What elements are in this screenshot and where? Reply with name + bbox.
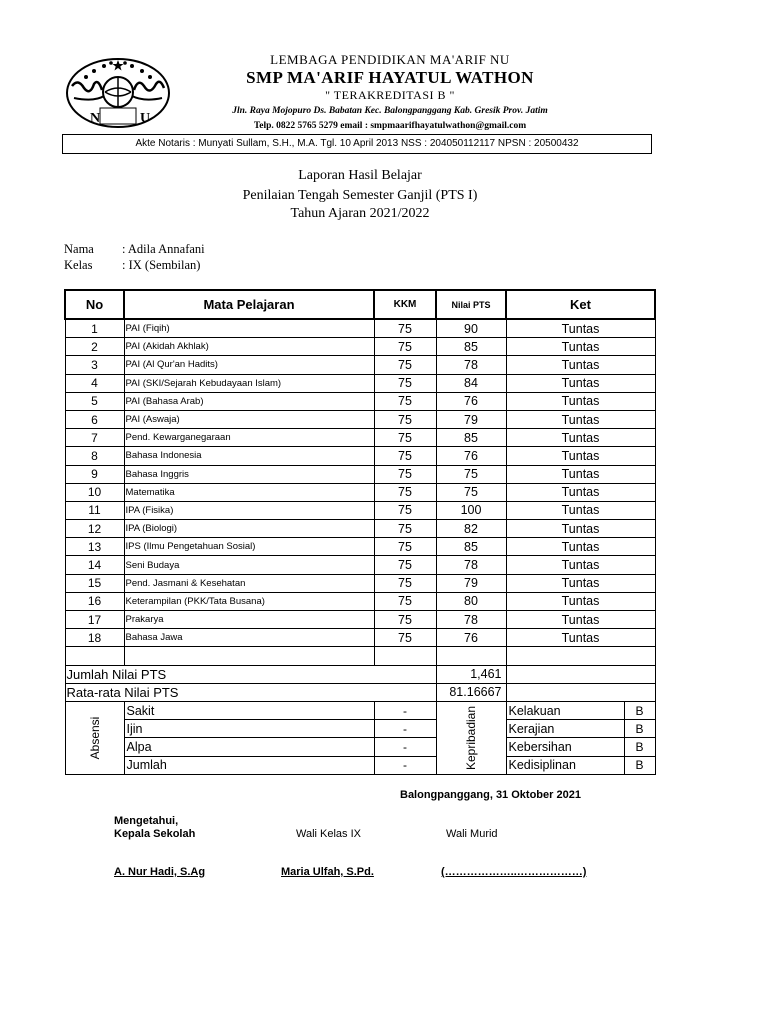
- total-label: Jumlah Nilai PTS: [65, 665, 436, 683]
- total-row: [65, 665, 655, 683]
- table-row: [65, 356, 655, 374]
- average-value: 81.16667: [436, 683, 506, 701]
- table-row: [65, 611, 655, 629]
- school-logo: [64, 56, 172, 130]
- row-no: 18: [65, 629, 124, 647]
- row-ket: Tuntas: [506, 538, 655, 556]
- row-subject: PAI (SKI/Sejarah Kebudayaan Islam): [124, 374, 374, 392]
- kepribadian-label: Kelakuan: [506, 701, 624, 719]
- row-ket: Tuntas: [506, 629, 655, 647]
- row-no: 14: [65, 556, 124, 574]
- row-subject: IPA (Fisika): [124, 501, 374, 519]
- row-score: 85: [436, 538, 506, 556]
- row-kkm: 75: [374, 483, 436, 501]
- row-kkm: 75: [374, 356, 436, 374]
- row-score: 79: [436, 574, 506, 592]
- header-ket: Ket: [506, 290, 655, 319]
- row-subject: Matematika: [124, 483, 374, 501]
- row-subject: PAI (Bahasa Arab): [124, 392, 374, 410]
- row-ket: Tuntas: [506, 592, 655, 610]
- row-no: 10: [65, 483, 124, 501]
- row-no: 11: [65, 501, 124, 519]
- table-row: [65, 410, 655, 428]
- row-subject: PAI (Al Qur'an Hadits): [124, 356, 374, 374]
- logo-letter-n: N: [90, 111, 101, 126]
- row-kkm: 75: [374, 556, 436, 574]
- attendance-row-4: [65, 756, 655, 774]
- table-row: [65, 574, 655, 592]
- row-ket: Tuntas: [506, 410, 655, 428]
- row-no: 13: [65, 538, 124, 556]
- row-score: 76: [436, 392, 506, 410]
- school-contact: Telp. 0822 5765 5279 email : smpmaarifhayatulwathon@gmail.com: [253, 121, 527, 131]
- row-subject: Keterampilan (PKK/Tata Busana): [124, 592, 374, 610]
- school-name: SMP MA'ARIF HAYATUL WATHON: [246, 68, 534, 87]
- student-class-line: [64, 258, 200, 273]
- row-score: 76: [436, 629, 506, 647]
- row-subject: IPS (Ilmu Pengetahuan Sosial): [124, 538, 374, 556]
- row-kkm: 75: [374, 592, 436, 610]
- average-row: [65, 683, 655, 701]
- table-row: [65, 629, 655, 647]
- attendance-row-2: [65, 720, 655, 738]
- row-score: 76: [436, 447, 506, 465]
- table-row: [65, 374, 655, 392]
- row-kkm: 75: [374, 520, 436, 538]
- kepribadian-value: B: [624, 701, 655, 719]
- institution-name: LEMBAGA PENDIDIKAN MA'ARIF NU: [270, 52, 510, 67]
- row-no: 8: [65, 447, 124, 465]
- table-row: [65, 338, 655, 356]
- grades-table: [64, 289, 654, 775]
- row-subject: IPA (Biologi): [124, 520, 374, 538]
- row-ket: Tuntas: [506, 574, 655, 592]
- row-kkm: 75: [374, 429, 436, 447]
- table-row: [65, 429, 655, 447]
- name-value: : Adila Annafani: [122, 242, 205, 256]
- row-no: 17: [65, 611, 124, 629]
- row-ket: Tuntas: [506, 319, 655, 338]
- row-score: 100: [436, 501, 506, 519]
- absensi-heading: Absensi: [65, 701, 124, 774]
- row-kkm: 75: [374, 338, 436, 356]
- row-kkm: 75: [374, 410, 436, 428]
- table-row: [65, 520, 655, 538]
- akte-notaris: Akte Notaris : Munyati Sullam, S.H., M.A. Tgl. 10 April 2013 NSS : 204050112117 NPSN : 20500432: [62, 134, 652, 154]
- row-kkm: 75: [374, 374, 436, 392]
- report-subtitle: Penilaian Tengah Semester Ganjil (PTS I): [242, 188, 478, 203]
- row-no: 2: [65, 338, 124, 356]
- row-no: 9: [65, 465, 124, 483]
- row-no: 1: [65, 319, 124, 338]
- row-score: 82: [436, 520, 506, 538]
- row-no: 6: [65, 410, 124, 428]
- row-score: 84: [436, 374, 506, 392]
- teacher-name: Maria Ulfah, S.Pd.: [281, 866, 374, 878]
- attendance-row-3: [65, 738, 655, 756]
- parent-title: Wali Murid: [446, 828, 498, 840]
- row-kkm: 75: [374, 465, 436, 483]
- row-score: 75: [436, 465, 506, 483]
- row-no: 4: [65, 374, 124, 392]
- class-value: : IX (Sembilan): [122, 258, 201, 272]
- absensi-label: Jumlah: [124, 756, 374, 774]
- table-row: [65, 592, 655, 610]
- row-no: 5: [65, 392, 124, 410]
- table-row: [65, 483, 655, 501]
- row-kkm: 75: [374, 611, 436, 629]
- parent-name: (………………..………………): [441, 866, 587, 878]
- empty-row: [65, 647, 655, 665]
- known-label: Mengetahui,: [114, 815, 179, 827]
- table-header-row: [65, 290, 655, 319]
- row-score: 79: [436, 410, 506, 428]
- row-ket: Tuntas: [506, 556, 655, 574]
- row-score: 75: [436, 483, 506, 501]
- head-name: A. Nur Hadi, S.Ag: [114, 866, 206, 878]
- kepribadian-label: Kedisiplinan: [506, 756, 624, 774]
- absensi-label: Alpa: [124, 738, 374, 756]
- row-score: 78: [436, 611, 506, 629]
- row-subject: Pend. Jasmani & Kesehatan: [124, 574, 374, 592]
- row-score: 90: [436, 319, 506, 338]
- kepribadian-label: Kerajian: [506, 720, 624, 738]
- row-score: 78: [436, 356, 506, 374]
- row-ket: Tuntas: [506, 447, 655, 465]
- row-subject: PAI (Akidah Akhlak): [124, 338, 374, 356]
- total-value: 1,461: [436, 665, 506, 683]
- row-ket: Tuntas: [506, 356, 655, 374]
- table-row: [65, 465, 655, 483]
- row-ket: Tuntas: [506, 429, 655, 447]
- table-row: [65, 501, 655, 519]
- row-no: 12: [65, 520, 124, 538]
- header-no: No: [65, 290, 124, 319]
- kepribadian-value: B: [624, 756, 655, 774]
- table-row: [65, 538, 655, 556]
- head-title: Kepala Sekolah: [114, 828, 196, 840]
- row-kkm: 75: [374, 538, 436, 556]
- row-subject: Seni Budaya: [124, 556, 374, 574]
- row-subject: Bahasa Jawa: [124, 629, 374, 647]
- row-ket: Tuntas: [506, 611, 655, 629]
- student-name-line: [64, 242, 205, 257]
- kepribadian-label: Kebersihan: [506, 738, 624, 756]
- row-ket: Tuntas: [506, 374, 655, 392]
- row-ket: Tuntas: [506, 520, 655, 538]
- absensi-label: Ijin: [124, 720, 374, 738]
- table-row: [65, 556, 655, 574]
- row-subject: Pend. Kewarganegaraan: [124, 429, 374, 447]
- table-row: [65, 447, 655, 465]
- report-title: Laporan Hasil Belajar: [298, 168, 422, 183]
- school-address: Jln. Raya Mojopuro Ds. Babatan Kec. Balongpanggang Kab. Gresik Prov. Jatim: [232, 106, 548, 116]
- average-label: Rata-rata Nilai PTS: [65, 683, 436, 701]
- row-kkm: 75: [374, 447, 436, 465]
- table-row: [65, 319, 655, 338]
- absensi-value: -: [374, 720, 436, 738]
- absensi-label: Sakit: [124, 701, 374, 719]
- place-date: Balongpanggang, 31 Oktober 2021: [400, 789, 581, 801]
- report-year: Tahun Ajaran 2021/2022: [290, 206, 430, 221]
- row-kkm: 75: [374, 392, 436, 410]
- header-subject: Mata Pelajaran: [124, 290, 374, 319]
- row-ket: Tuntas: [506, 338, 655, 356]
- table-row: [65, 392, 655, 410]
- kepribadian-heading: Kepribadian: [436, 701, 506, 774]
- row-score: 85: [436, 429, 506, 447]
- row-score: 80: [436, 592, 506, 610]
- row-ket: Tuntas: [506, 392, 655, 410]
- row-subject: PAI (Fiqih): [124, 319, 374, 338]
- row-subject: Prakarya: [124, 611, 374, 629]
- row-subject: PAI (Aswaja): [124, 410, 374, 428]
- row-no: 15: [65, 574, 124, 592]
- kepribadian-value: B: [624, 738, 655, 756]
- header-kkm: KKM: [374, 290, 436, 319]
- row-kkm: 75: [374, 501, 436, 519]
- row-ket: Tuntas: [506, 465, 655, 483]
- row-subject: Bahasa Indonesia: [124, 447, 374, 465]
- accreditation: " TERAKREDITASI B ": [325, 88, 455, 102]
- row-no: 7: [65, 429, 124, 447]
- row-kkm: 75: [374, 574, 436, 592]
- header-score: Nilai PTS: [436, 290, 506, 319]
- row-score: 78: [436, 556, 506, 574]
- row-ket: Tuntas: [506, 501, 655, 519]
- class-label: Kelas: [64, 258, 93, 272]
- kepribadian-value: B: [624, 720, 655, 738]
- row-kkm: 75: [374, 629, 436, 647]
- row-no: 3: [65, 356, 124, 374]
- logo-letter-u: U: [140, 111, 151, 126]
- name-label: Nama: [64, 242, 94, 256]
- teacher-title: Wali Kelas IX: [296, 828, 362, 840]
- row-no: 16: [65, 592, 124, 610]
- row-ket: Tuntas: [506, 483, 655, 501]
- row-subject: Bahasa Inggris: [124, 465, 374, 483]
- attendance-row-1: [65, 701, 655, 719]
- row-score: 85: [436, 338, 506, 356]
- row-kkm: 75: [374, 319, 436, 338]
- absensi-value: -: [374, 738, 436, 756]
- absensi-value: -: [374, 701, 436, 719]
- absensi-value: -: [374, 756, 436, 774]
